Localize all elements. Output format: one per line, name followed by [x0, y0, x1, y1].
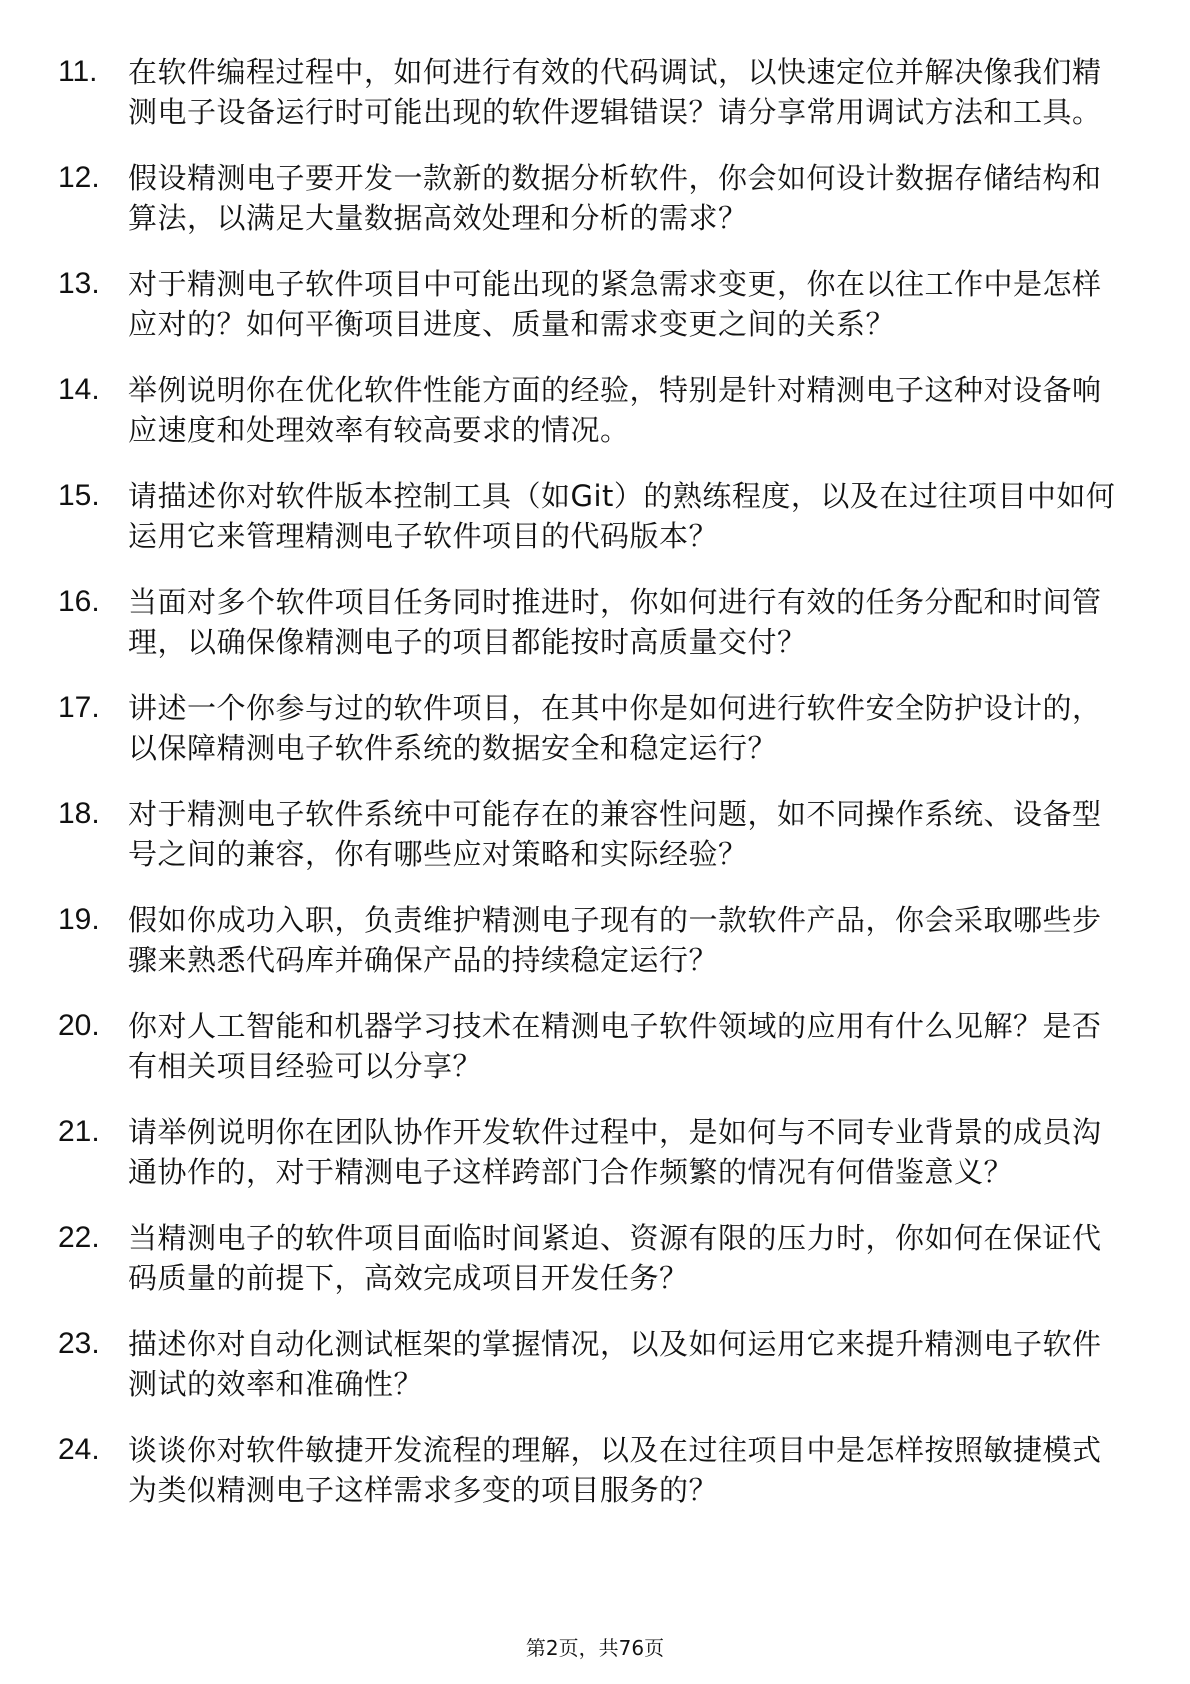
question-text: 你对人工智能和机器学习技术在精测电子软件领域的应用有什么见解？是否有相关项目经验可以分享？ — [128, 1009, 1102, 1083]
question-number: 13. — [58, 267, 100, 300]
page-footer: 第2页，共76页 — [525, 1636, 665, 1660]
question-number: 12. — [58, 161, 100, 194]
question-item — [58, 1324, 1118, 1404]
question-text: 在软件编程过程中，如何进行有效的代码调试，以快速定位并解决像我们精测电子设备运行时可能出现的软件逻辑错误？请分享常用调试方法和工具。 — [128, 55, 1102, 129]
question-list — [58, 52, 1118, 1536]
question-item — [58, 1006, 1118, 1086]
question-item — [58, 370, 1118, 450]
question-number: 17. — [58, 691, 100, 724]
question-number: 15. — [58, 479, 100, 512]
question-item — [58, 582, 1118, 662]
question-number: 20. — [58, 1009, 100, 1042]
question-text: 假如你成功入职，负责维护精测电子现有的一款软件产品，你会采取哪些步骤来熟悉代码库并确保产品的持续稳定运行？ — [128, 903, 1102, 977]
question-number: 14. — [58, 373, 100, 406]
question-item — [58, 52, 1118, 132]
question-text: 当精测电子的软件项目面临时间紧迫、资源有限的压力时，你如何在保证代码质量的前提下，高效完成项目开发任务？ — [128, 1221, 1102, 1295]
question-text: 讲述一个你参与过的软件项目，在其中你是如何进行软件安全防护设计的，以保障精测电子软件系统的数据安全和稳定运行？ — [128, 691, 1102, 765]
question-text: 假设精测电子要开发一款新的数据分析软件，你会如何设计数据存储结构和算法，以满足大量数据高效处理和分析的需求？ — [128, 161, 1102, 235]
question-number: 22. — [58, 1221, 100, 1254]
question-number: 18. — [58, 797, 100, 830]
question-number: 16. — [58, 585, 100, 618]
question-number: 24. — [58, 1433, 100, 1466]
question-text: 对于精测电子软件项目中可能出现的紧急需求变更，你在以往工作中是怎样应对的？如何平衡项目进度、质量和需求变更之间的关系？ — [128, 267, 1102, 341]
question-text: 描述你对自动化测试框架的掌握情况，以及如何运用它来提升精测电子软件测试的效率和准确性？ — [128, 1327, 1102, 1401]
question-item — [58, 158, 1118, 238]
question-number: 19. — [58, 903, 100, 936]
question-number: 21. — [58, 1115, 100, 1148]
question-text: 当面对多个软件项目任务同时推进时，你如何进行有效的任务分配和时间管理，以确保像精测电子的项目都能按时高质量交付？ — [128, 585, 1102, 659]
question-text: 请描述你对软件版本控制工具（如Git）的熟练程度，以及在过往项目中如何运用它来管理精测电子软件项目的代码版本？ — [128, 479, 1116, 553]
question-item — [58, 1218, 1118, 1298]
question-item — [58, 476, 1118, 556]
question-number: 23. — [58, 1327, 100, 1360]
question-item — [58, 900, 1118, 980]
question-item — [58, 1112, 1118, 1192]
question-text: 谈谈你对软件敏捷开发流程的理解，以及在过往项目中是怎样按照敏捷模式为类似精测电子这样需求多变的项目服务的？ — [128, 1433, 1102, 1507]
question-text: 举例说明你在优化软件性能方面的经验，特别是针对精测电子这种对设备响应速度和处理效率有较高要求的情况。 — [128, 373, 1102, 447]
question-number: 11. — [58, 55, 98, 88]
question-text: 请举例说明你在团队协作开发软件过程中，是如何与不同专业背景的成员沟通协作的，对于精测电子这样跨部门合作频繁的情况有何借鉴意义？ — [128, 1115, 1102, 1189]
question-text: 对于精测电子软件系统中可能存在的兼容性问题，如不同操作系统、设备型号之间的兼容，你有哪些应对策略和实际经验？ — [128, 797, 1102, 871]
question-item — [58, 1430, 1118, 1510]
question-item — [58, 794, 1118, 874]
question-item — [58, 688, 1118, 768]
question-item — [58, 264, 1118, 344]
